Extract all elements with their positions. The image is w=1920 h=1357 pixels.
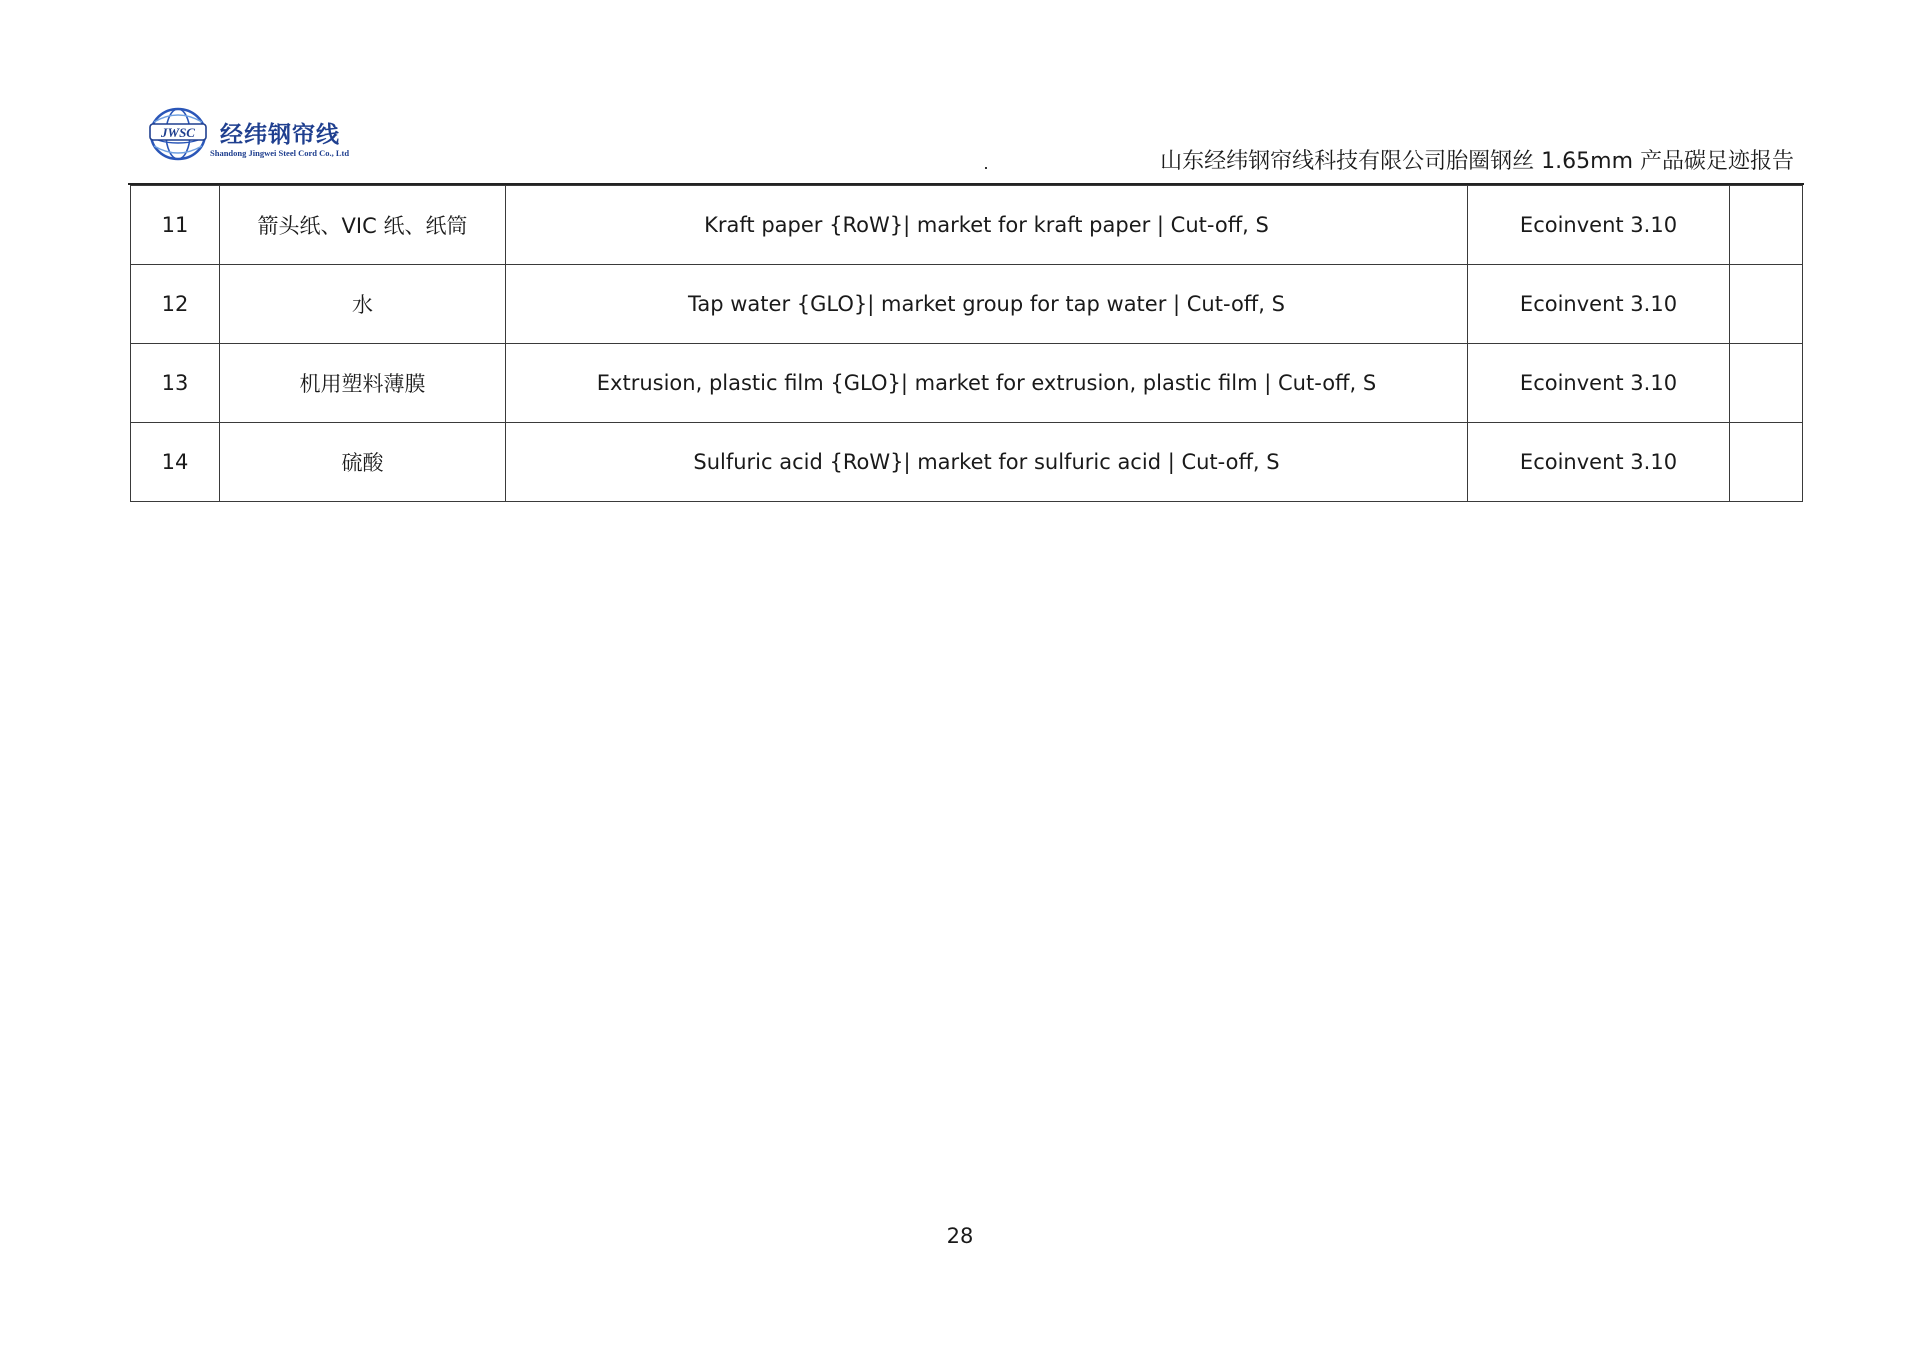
table-row (131, 186, 1803, 265)
process-name: Kraft paper {RoW}| market for kraft paper | Cut-off, S (506, 186, 1468, 265)
header-dot (985, 167, 987, 169)
note-cell (1730, 186, 1803, 265)
note-cell (1730, 423, 1803, 502)
material-name: 水 (220, 265, 506, 344)
company-logo (146, 104, 376, 166)
note-cell (1730, 344, 1803, 423)
table-row (131, 344, 1803, 423)
material-name: 机用塑料薄膜 (220, 344, 506, 423)
row-number: 13 (131, 344, 220, 423)
process-name: Tap water {GLO}| market group for tap water | Cut-off, S (506, 265, 1468, 344)
material-name: 硫酸 (220, 423, 506, 502)
page-number: 28 (946, 1224, 974, 1248)
note-cell (1730, 265, 1803, 344)
row-number: 11 (131, 186, 220, 265)
database-name: Ecoinvent 3.10 (1468, 265, 1730, 344)
database-name: Ecoinvent 3.10 (1468, 423, 1730, 502)
logo-company-name-en: Shandong Jingwei Steel Cord Co., Ltd (210, 148, 350, 158)
report-title: 山东经纬钢帘线科技有限公司胎圈钢丝 1.65mm 产品碳足迹报告 (1160, 149, 1794, 174)
row-number: 12 (131, 265, 220, 344)
table-row (131, 265, 1803, 344)
process-name: Extrusion, plastic film {GLO}| market for extrusion, plastic film | Cut-off, S (506, 344, 1468, 423)
row-number: 14 (131, 423, 220, 502)
logo-company-name-cn: 经纬钢帘线 (220, 121, 340, 148)
logo-mark-text: JWSC (161, 125, 195, 140)
emission-factor-table (130, 185, 1803, 502)
database-name: Ecoinvent 3.10 (1468, 344, 1730, 423)
table-row (131, 423, 1803, 502)
material-name: 箭头纸、VIC 纸、纸筒 (220, 186, 506, 265)
database-name: Ecoinvent 3.10 (1468, 186, 1730, 265)
process-name: Sulfuric acid {RoW}| market for sulfuric acid | Cut-off, S (506, 423, 1468, 502)
